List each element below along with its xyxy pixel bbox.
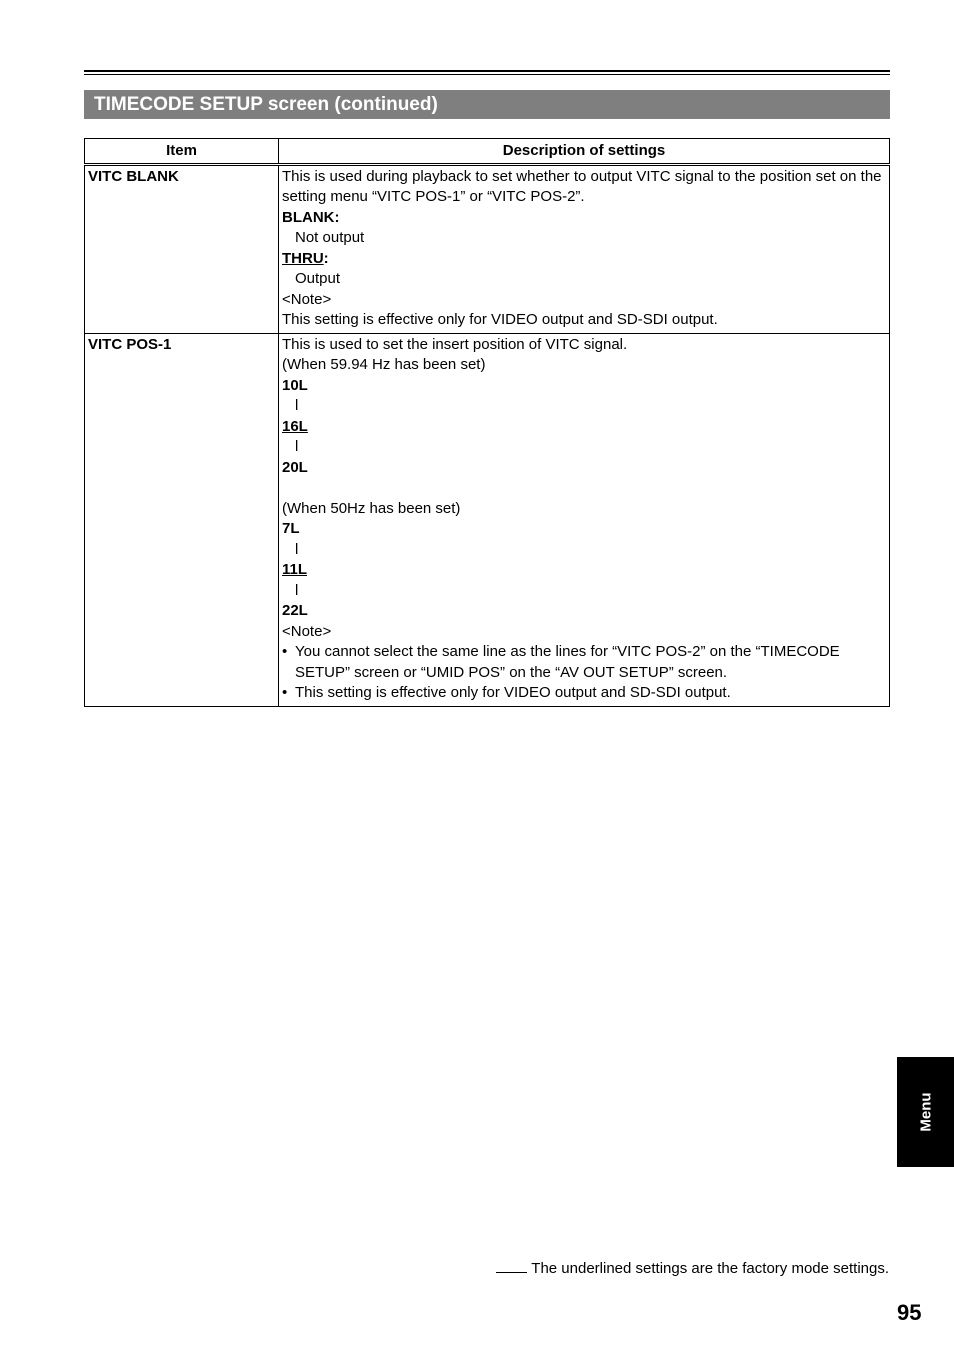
description-vitc-pos-1 — [279, 333, 890, 706]
footnote-text: The underlined settings are the factory mode settings. — [531, 1260, 889, 1277]
note-bullet-text: This setting is effective only for VIDEO output and SD-SDI output. — [295, 684, 731, 701]
option-blank-colon: : — [334, 208, 340, 226]
value-50-min: 7L — [282, 520, 300, 537]
item-vitc-pos-1: VITC POS-1 — [85, 333, 279, 706]
column-header-description: Description of settings — [279, 139, 890, 165]
value-5994-default: 16L — [282, 417, 308, 435]
value-5994-max: 20L — [282, 458, 308, 476]
value-5994-min: 10L — [282, 376, 308, 394]
vitc-blank-intro: This is used during playback to set whether to output VITC signal to the position set on the setting menu “VITC POS-1” or “VITC POS-2”. — [282, 167, 882, 205]
option-blank-label: BLANK — [282, 208, 335, 226]
range-separator: l — [295, 438, 299, 455]
bullet-dot: • — [282, 684, 288, 701]
option-thru — [282, 249, 886, 270]
range-separator: l — [295, 540, 299, 558]
underline-sample — [496, 1260, 527, 1273]
option-thru-label: THRU — [282, 249, 324, 267]
when-50-heading: (When 50Hz has been set) — [282, 499, 461, 517]
footnote — [496, 1259, 889, 1279]
settings-table — [84, 138, 890, 707]
table-row — [85, 333, 890, 706]
note-label: <Note> — [282, 290, 332, 308]
note-label: <Note> — [282, 622, 332, 640]
vitc-pos-intro: This is used to set the insert position of VITC signal. — [282, 335, 628, 353]
section-title: TIMECODE SETUP screen (continued) — [84, 90, 890, 119]
menu-side-tab — [897, 1057, 954, 1167]
range-separator: l — [295, 397, 299, 414]
item-vitc-blank: VITC BLANK — [85, 164, 279, 333]
option-blank — [282, 208, 886, 229]
table-row — [85, 164, 890, 333]
description-vitc-blank — [279, 164, 890, 333]
bullet-dot: • — [282, 643, 288, 660]
table-header-row — [85, 139, 890, 165]
header-rule — [84, 70, 890, 75]
option-thru-colon: : — [323, 249, 329, 267]
when-5994-heading: (When 59.94 Hz has been set) — [282, 356, 486, 373]
page-number: 95 — [897, 1300, 922, 1325]
note-bullet — [282, 642, 886, 683]
range-separator: l — [295, 581, 299, 599]
option-thru-value: Output — [295, 270, 341, 287]
value-50-max: 22L — [282, 602, 308, 619]
note-bullet-text: You cannot select the same line as the lines for “VITC POS-2” on the “TIMECODE SETUP” screen or “UMID POS” on the “AV OUT SETUP” screen. — [295, 643, 840, 681]
spacer — [282, 478, 886, 499]
column-header-item: Item — [85, 139, 279, 165]
option-blank-value: Not output — [295, 229, 365, 246]
note-bullet — [282, 683, 886, 704]
note-text: This setting is effective only for VIDEO output and SD-SDI output. — [282, 311, 718, 328]
value-50-default: 11L — [282, 561, 308, 578]
menu-side-tab-label: Menu — [917, 1092, 934, 1132]
